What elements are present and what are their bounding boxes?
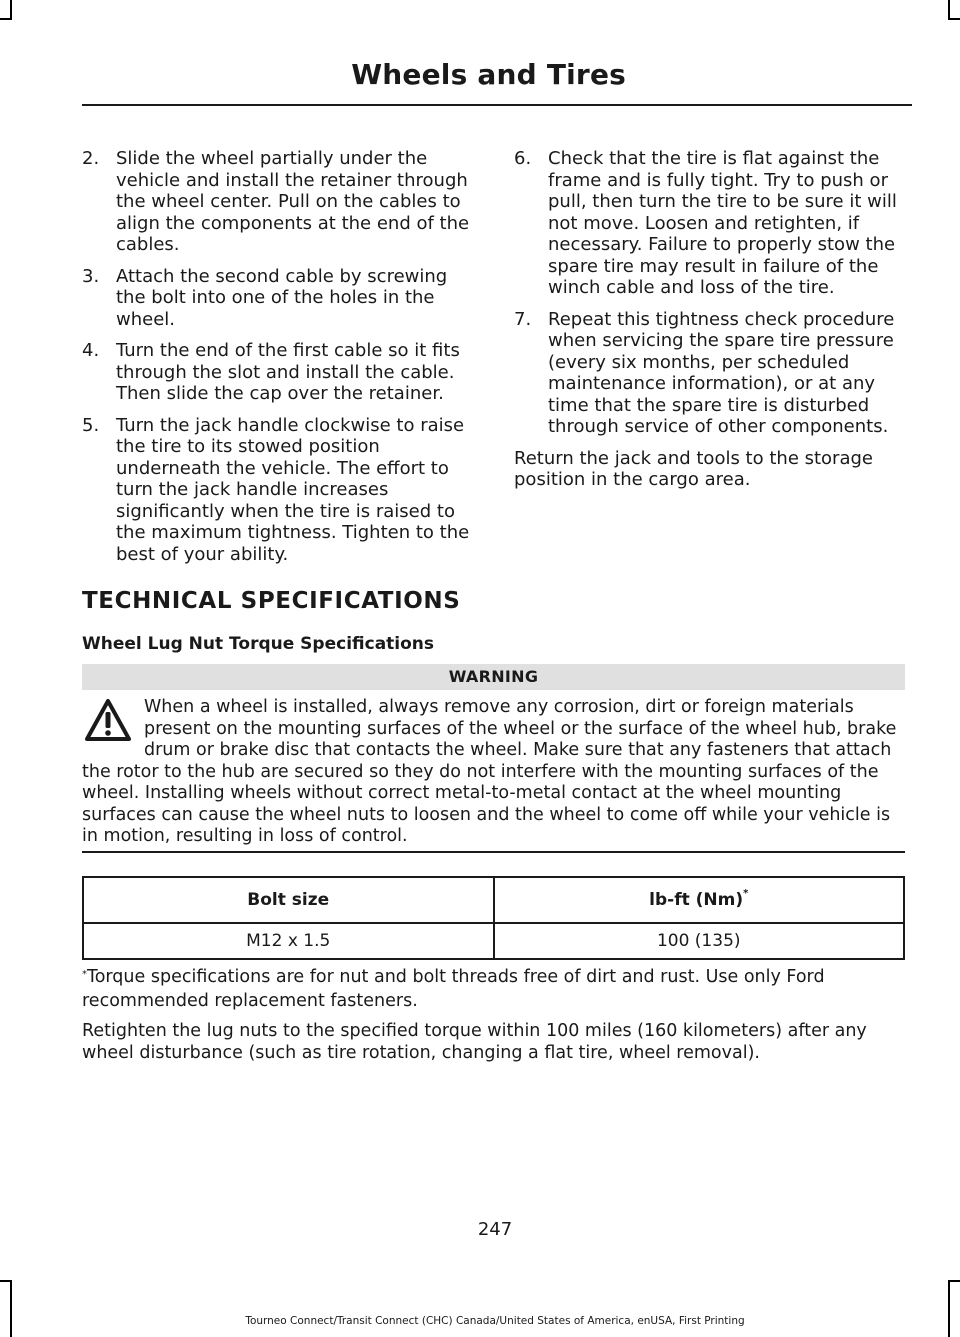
footnote-text: Torque specifications are for nut and bolt threads free of dirt and rust. Use only Ford recommended replacement fasteners. bbox=[82, 967, 825, 1011]
footnote-marker: * bbox=[82, 969, 87, 980]
sub-heading: Wheel Lug Nut Torque Specifications bbox=[82, 634, 435, 654]
step-number: 3. bbox=[82, 265, 100, 287]
warning-text-block bbox=[82, 697, 908, 848]
list-item bbox=[514, 148, 907, 299]
step-text: Attach the second cable by screwing the bolt into one of the holes in the wheel. bbox=[116, 265, 448, 330]
crop-mark bbox=[948, 18, 960, 20]
list-item bbox=[82, 415, 475, 566]
warning-text: When a wheel is installed, always remove any corrosion, dirt or foreign materials present on the mounting surfaces of the wheel or the surface of the wheel hub, brake drum or brake disc that contacts the wheel. Make sure that any fasteners that attach the rotor to the hub are secured so they do not interfere with the mounting surfaces of the wheel. Installing wheels without correct metal-to-metal contact at the wheel mounting surfaces can cause the wheel nuts to loosen and the wheel to come off while your vehicle is in motion, resulting in loss of control. bbox=[82, 697, 897, 846]
step-text: Check that the tire is flat against the frame and is fully tight. Try to push or pull, then turn the tire to be sure it will not move. Loosen and retighten, if necessary. Failure to properly stow the spare tire may result in failure of the winch cable and loss of the tire. bbox=[548, 148, 897, 298]
crop-mark bbox=[0, 1280, 12, 1282]
section-heading: TECHNICAL SPECIFICATIONS bbox=[82, 588, 461, 614]
table-header-row bbox=[83, 877, 904, 923]
crop-mark bbox=[10, 0, 12, 18]
retighten-paragraph: Retighten the lug nuts to the specified torque within 100 miles (160 kilometers) after any wheel disturbance (such as tire rotation, changing a flat tire, wheel removal). bbox=[82, 1021, 867, 1063]
column-header-bolt-size: Bolt size bbox=[83, 877, 494, 923]
step-number: 2. bbox=[82, 148, 100, 169]
torque-table bbox=[82, 876, 905, 960]
step-text: Turn the jack handle clockwise to raise the tire to its stowed position underneath the vehicle. The effort to turn the jack handle increases significantly when the tire is raised to the maximum tightness. Tighten to the best of your ability. bbox=[116, 414, 470, 565]
warning-rule bbox=[82, 851, 905, 853]
step-text: Repeat this tightness check procedure when servicing the spare tire pressure (every six months, per scheduled maintenance information), or at any time that the spare tire is disturbed through service of other components. bbox=[548, 308, 895, 437]
table-cell: M12 x 1.5 bbox=[83, 923, 494, 959]
right-column bbox=[514, 148, 907, 491]
step-number: 6. bbox=[514, 148, 532, 169]
page-title: Wheels and Tires bbox=[351, 58, 626, 91]
step-number: 5. bbox=[82, 414, 100, 436]
left-column bbox=[82, 148, 475, 575]
table-cell: 100 (135) bbox=[494, 923, 905, 959]
steps-list-right bbox=[514, 148, 907, 438]
steps-list-left bbox=[82, 148, 475, 565]
column-header-torque: lb-ft (Nm)* bbox=[494, 877, 905, 923]
footer-text: Tourneo Connect/Transit Connect (CHC) Canada/United States of America, enUSA, First Printing bbox=[245, 1315, 745, 1327]
list-item bbox=[82, 340, 475, 405]
step-text: Turn the end of the first cable so it fits through the slot and install the cable. Then slide the cap over the retainer. bbox=[116, 340, 460, 404]
return-paragraph: Return the jack and tools to the storage position in the cargo area. bbox=[514, 447, 873, 490]
footnote bbox=[82, 965, 908, 1013]
crop-mark bbox=[948, 1280, 950, 1337]
crop-mark bbox=[948, 1280, 960, 1282]
crop-mark bbox=[948, 0, 950, 18]
list-item bbox=[514, 309, 907, 438]
list-item bbox=[82, 266, 475, 331]
list-item bbox=[82, 148, 475, 256]
step-number: 4. bbox=[82, 340, 100, 361]
header-rule bbox=[82, 104, 912, 106]
footnote-marker: * bbox=[743, 888, 749, 899]
page-number: 247 bbox=[477, 1219, 513, 1240]
step-text: Slide the wheel partially under the vehicle and install the retainer through the wheel center. Pull on the cables to align the components at the end of the cables. bbox=[116, 148, 470, 255]
table-row bbox=[83, 923, 904, 959]
crop-mark bbox=[0, 18, 12, 20]
crop-mark bbox=[10, 1280, 12, 1337]
step-number: 7. bbox=[514, 308, 532, 330]
warning-label: WARNING bbox=[82, 664, 905, 690]
